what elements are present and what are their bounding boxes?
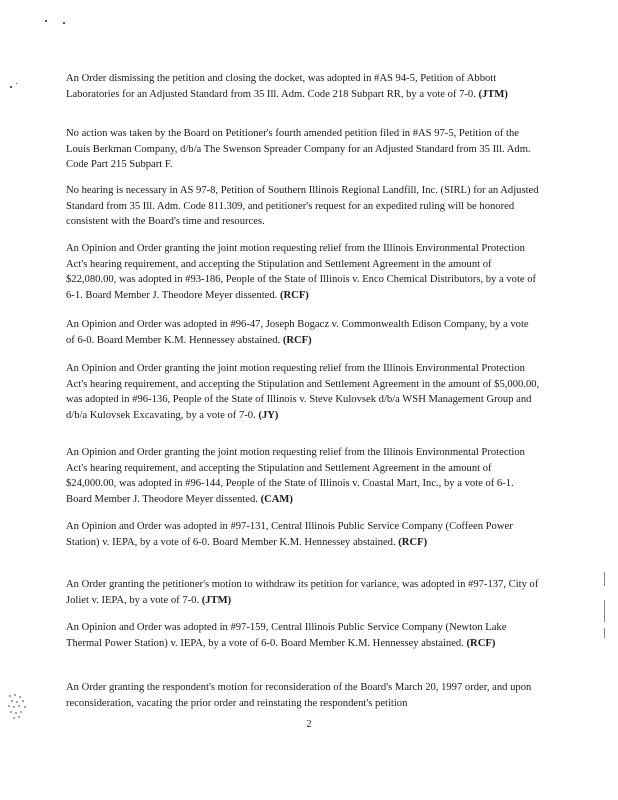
paragraph bbox=[66, 126, 540, 173]
paragraph-text: An Opinion and Order granting the joint motion requesting relief from the Illinois Environmental Protection Act's hearing requirement, and accepting the Stipulation and Settlement Agreement in the amount of $24,000.00, was adopted in #96-144, People of the State of Illinois v. Coastal Mart, Inc., by a vote of 6-1. Board Member J. Theodore Meyer dissented. bbox=[66, 447, 525, 505]
paragraph-initials: (RCF) bbox=[398, 536, 428, 548]
paragraph-initials: (JTM) bbox=[478, 88, 508, 100]
paragraph bbox=[66, 317, 540, 348]
paragraph-initials: (JTM) bbox=[201, 594, 232, 606]
paragraph-text: An Order dismissing the petition and closing the docket, was adopted in #AS 94-5, Petition of Abbott Laboratories for an Adjusted Standard from 35 Ill. Adm. Code 218 Subpart RR, by a vote of 7-0. bbox=[66, 73, 497, 100]
paragraph bbox=[66, 361, 540, 423]
paragraph-initials: (CAM) bbox=[260, 493, 293, 505]
paragraph-text: No hearing is necessary in AS 97-8, Petition of Southern Illinois Regional Landfill, Inc. (SIRL) for an Adjusted Standard from 35 Ill. Adm. Code 811.309, and petitioner's request for an expedited ruling will be honored consistent with the Board's time and resources. bbox=[66, 185, 539, 228]
paragraph-text: No action was taken by the Board on Petitioner's fourth amended petition filed in #AS 97-5, Petition of the Louis Berkman Company, d/b/a The Swenson Spreader Company for an Adjusted Standard from 35 Ill. Adm. Code Part 215 Subpart F. bbox=[66, 128, 531, 171]
paragraph bbox=[66, 519, 540, 550]
paragraph bbox=[66, 445, 540, 507]
scan-speck bbox=[16, 83, 17, 84]
scan-speck bbox=[45, 20, 47, 22]
scan-edge-line bbox=[604, 572, 605, 586]
scan-speck bbox=[63, 22, 65, 24]
scan-edge-line bbox=[604, 628, 605, 638]
scan-edge-line bbox=[604, 600, 605, 622]
paragraph bbox=[66, 71, 540, 102]
paragraph-initials: (RCF) bbox=[466, 637, 496, 649]
paragraph bbox=[66, 577, 540, 608]
paragraph-text: An Opinion and Order was adopted in #97-131, Central Illinois Public Service Company (Coffeen Power Station) v. IEPA, by a vote of 6-0. Board Member K.M. Hennessey abstained. bbox=[66, 521, 513, 548]
scan-speck bbox=[10, 86, 12, 88]
paragraph-initials: (RCF) bbox=[280, 289, 309, 301]
paragraph-text: An Opinion and Order granting the joint motion requesting relief from the Illinois Environmental Protection Act's hearing requirement, and accepting the Stipulation and Settlement Agreement in the amount of $5,000.00, was adopted in #96-136, People of the State of Illinois v. Steve Kulovsek d/b/a WSH Management Group and d/b/a Kulovsek Excavating, by a vote of 7-0. bbox=[66, 363, 540, 421]
paragraph bbox=[66, 680, 540, 711]
paragraph bbox=[66, 620, 540, 651]
paragraph bbox=[66, 183, 540, 230]
paragraph-text: An Order granting the petitioner's motion to withdraw its petition for variance, was adopted in #97-137, City of Joliet v. IEPA, by a vote of 7-0. bbox=[66, 579, 539, 606]
paragraph-initials: (RCF) bbox=[282, 334, 312, 346]
page-number: 2 bbox=[306, 719, 312, 730]
paragraph bbox=[66, 241, 540, 303]
paragraph-initials: (JY) bbox=[258, 409, 279, 421]
paragraph-text: An Opinion and Order was adopted in #96-47, Joseph Bogacz v. Commonwealth Edison Company, by a vote of 6-0. Board Member K.M. Hennessey abstained. bbox=[66, 319, 529, 346]
paragraph-text: An Opinion and Order granting the joint motion requesting relief from the Illinois Environmental Protection Act's hearing requirement, and accepting the Stipulation and Settlement Agreement in the amount of $22,080.00, was adopted in #93-186, People of the State of Illinois v. Enco Chemical Distributors, by a vote of 6-1. Board Member J. Theodore Meyer dissented. bbox=[66, 243, 537, 301]
paragraph-text: An Order granting the respondent's motion for reconsideration of the Board's March 20, 1997 order, and upon reconsideration, vacating the prior order and reinstating the respondent's petition bbox=[66, 682, 532, 709]
paragraph-text: An Opinion and Order was adopted in #97-159, Central Illinois Public Service Company (Newton Lake Thermal Power Station) v. IEPA, by a vote of 6-0. Board Member K.M. Hennessey abstained. bbox=[66, 622, 507, 649]
scan-artifact-mark bbox=[6, 692, 32, 722]
